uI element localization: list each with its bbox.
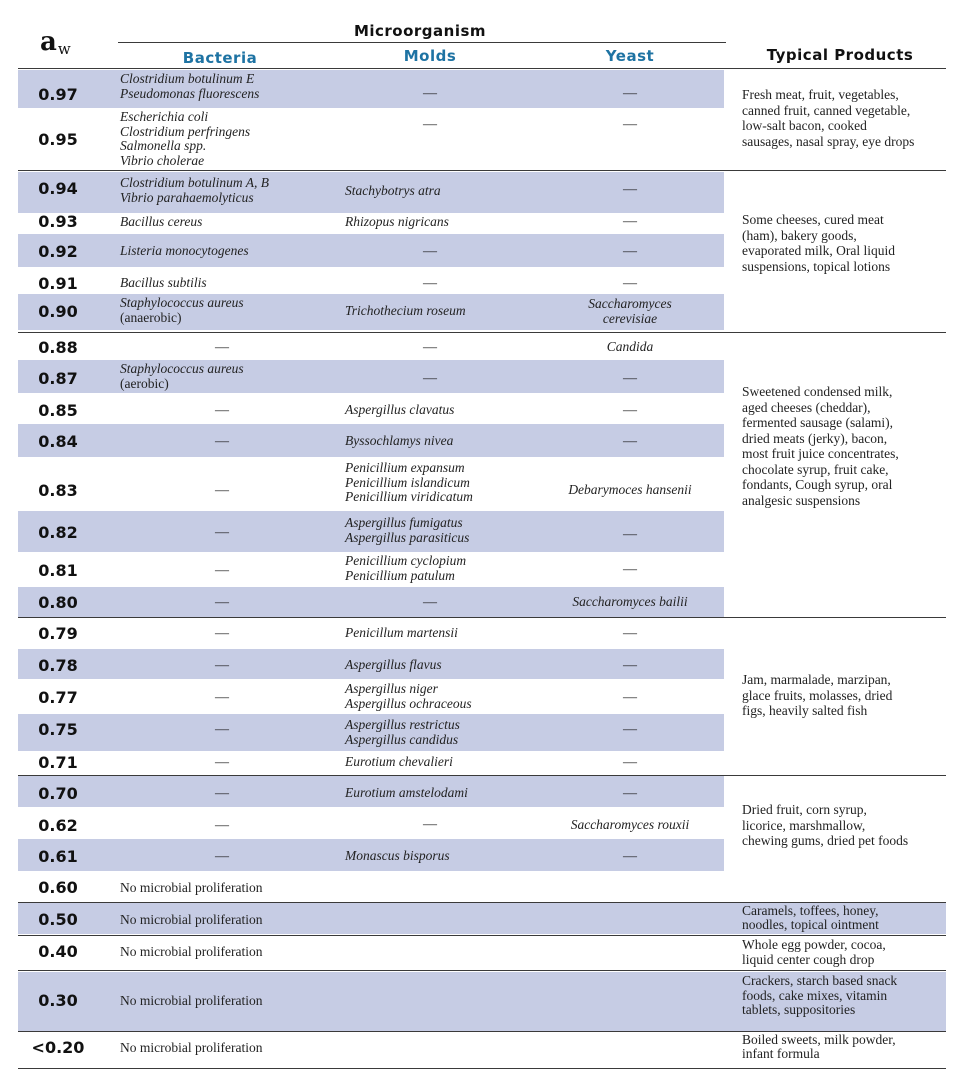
aw-value: 0.97 xyxy=(38,85,78,104)
aw-value: 0.87 xyxy=(38,369,78,388)
empty-dash: — xyxy=(423,117,437,132)
yeast-header: Yeast xyxy=(605,47,655,65)
note-cell: No microbial proliferation xyxy=(120,944,263,959)
aw-value: 0.60 xyxy=(38,878,78,897)
empty-dash: — xyxy=(623,434,637,449)
aw-value: 0.75 xyxy=(38,720,78,739)
aw-value: <0.20 xyxy=(31,1038,85,1057)
group-rule xyxy=(18,935,946,936)
aw-subscript: w xyxy=(57,40,71,58)
bacteria-cell: Clostridium botulinum E Pseudomonas fluorescens xyxy=(120,71,260,101)
yeast-cell: Candida xyxy=(606,339,654,354)
empty-dash: — xyxy=(215,658,229,673)
empty-dash: — xyxy=(215,595,229,610)
empty-dash: — xyxy=(215,722,229,737)
group-underline xyxy=(118,42,726,43)
empty-dash: — xyxy=(423,244,437,259)
empty-dash: — xyxy=(623,371,637,386)
bacteria-cell: Bacillus subtilis xyxy=(120,275,207,290)
products-cell: Fresh meat, fruit, vegetables, canned fruit, canned vegetable, low-salt bacon, cooked sausages, nasal spray, eye drops xyxy=(742,87,915,149)
bacteria-cell: Escherichia coli Clostridium perfringens Salmonella spp. Vibrio cholerae xyxy=(120,109,251,168)
empty-dash: — xyxy=(623,786,637,801)
bacteria-cell: Bacillus cereus xyxy=(120,214,203,229)
bottom-rule xyxy=(18,1068,946,1069)
aw-value: 0.77 xyxy=(38,688,78,707)
aw-value: 0.92 xyxy=(38,242,78,261)
empty-dash: — xyxy=(623,849,637,864)
empty-dash: — xyxy=(623,86,637,101)
empty-dash: — xyxy=(623,244,637,259)
aw-value: 0.93 xyxy=(38,212,78,231)
molds-cell: Aspergillus clavatus xyxy=(345,402,455,417)
group-rule xyxy=(18,775,946,776)
aw-value: 0.85 xyxy=(38,401,78,420)
aw-value: 0.62 xyxy=(38,816,78,835)
group-rule xyxy=(18,617,946,618)
bacteria-cell: Listeria monocytogenes xyxy=(120,243,249,258)
empty-dash: — xyxy=(215,755,229,770)
aw-value: 0.40 xyxy=(38,942,78,961)
empty-dash: — xyxy=(423,371,437,386)
note-cell: No microbial proliferation xyxy=(120,1040,263,1055)
yeast-cell: Saccharomyces rouxii xyxy=(570,817,690,832)
empty-dash: — xyxy=(423,595,437,610)
molds-cell: Rhizopus nigricans xyxy=(345,214,449,229)
empty-dash: — xyxy=(215,690,229,705)
aw-value: 0.79 xyxy=(38,624,78,643)
products-cell: Some cheeses, cured meat (ham), bakery goods, evaporated milk, Oral liquid suspensions, topical lotions xyxy=(742,212,895,274)
aw-symbol: a xyxy=(40,27,57,57)
molds-cell: Monascus bisporus xyxy=(345,848,450,863)
yeast-cell: Debarymoces hansenii xyxy=(568,482,692,497)
empty-dash: — xyxy=(215,818,229,833)
aw-value: 0.80 xyxy=(38,593,78,612)
molds-cell: Byssochlamys nivea xyxy=(345,433,454,448)
aw-value: 0.78 xyxy=(38,656,78,675)
aw-value: 0.90 xyxy=(38,302,78,321)
microorganism-header: Microorganism xyxy=(353,22,487,40)
aw-value: 0.50 xyxy=(38,910,78,929)
molds-cell: Trichothecium roseum xyxy=(345,303,466,318)
aw-value: 0.81 xyxy=(38,561,78,580)
group-rule xyxy=(18,332,946,333)
molds-cell: Aspergillus flavus xyxy=(345,657,442,672)
empty-dash: — xyxy=(623,214,637,229)
aw-value: 0.91 xyxy=(38,274,78,293)
aw-value: 0.94 xyxy=(38,179,78,198)
aw-value: 0.82 xyxy=(38,523,78,542)
header-rule xyxy=(18,68,946,69)
empty-dash: — xyxy=(623,527,637,542)
empty-dash: — xyxy=(623,690,637,705)
bacteria-header: Bacteria xyxy=(182,49,258,67)
products-cell: Crackers, starch based snack foods, cake mixes, vitamin tablets, suppositories xyxy=(742,973,898,1017)
yeast-cell: Saccharomyces bailii xyxy=(572,594,688,609)
molds-cell: Eurotium chevalieri xyxy=(345,754,453,769)
aw-value: 0.95 xyxy=(38,130,78,149)
empty-dash: — xyxy=(623,658,637,673)
empty-dash: — xyxy=(215,525,229,540)
empty-dash: — xyxy=(423,86,437,101)
molds-cell: Aspergillus restrictus Aspergillus candidus xyxy=(345,717,460,747)
aw-value: 0.30 xyxy=(38,991,78,1010)
empty-dash: — xyxy=(215,483,229,498)
products-cell: Whole egg powder, cocoa, liquid center cough drop xyxy=(742,937,886,967)
empty-dash: — xyxy=(215,340,229,355)
molds-cell: Penicillum martensii xyxy=(345,625,458,640)
empty-dash: — xyxy=(215,626,229,641)
empty-dash: — xyxy=(423,340,437,355)
molds-cell: Stachybotrys atra xyxy=(345,183,441,198)
aw-value: 0.88 xyxy=(38,338,78,357)
empty-dash: — xyxy=(623,755,637,770)
group-rule xyxy=(18,970,946,971)
empty-dash: — xyxy=(623,562,637,577)
empty-dash: — xyxy=(623,403,637,418)
molds-cell: Aspergillus fumigatus Aspergillus parasiticus xyxy=(345,515,470,545)
empty-dash: — xyxy=(623,276,637,291)
empty-dash: — xyxy=(623,182,637,197)
products-cell: Sweetened condensed milk, aged cheeses (cheddar), fermented sausage (salami), dried meats (jerky), bacon, most fruit juice concentrates, chocolate syrup, fruit cake, fondants, Cough syrup, oral analgesic suspensions xyxy=(742,384,899,508)
group-rule xyxy=(18,170,946,171)
empty-dash: — xyxy=(215,434,229,449)
products-header: Typical Products xyxy=(766,46,914,64)
bacteria-cell: Staphylococcus aureus (aerobic) xyxy=(120,361,244,391)
aw-header xyxy=(40,28,71,59)
empty-dash: — xyxy=(623,117,637,132)
aw-value: 0.71 xyxy=(38,753,78,772)
molds-header: Molds xyxy=(403,47,457,65)
bacteria-cell: Staphylococcus aureus (anaerobic) xyxy=(120,295,244,325)
products-cell: Caramels, toffees, honey, noodles, topical ointment xyxy=(742,903,879,932)
empty-dash: — xyxy=(215,786,229,801)
aw-value: 0.83 xyxy=(38,481,78,500)
molds-cell: Penicillium expansum Penicillium islandicum Penicillium viridicatum xyxy=(345,460,473,504)
molds-cell: Penicillium cyclopium Penicillium patulum xyxy=(345,553,467,583)
empty-dash: — xyxy=(623,626,637,641)
products-cell: Jam, marmalade, marzipan, glace fruits, molasses, dried figs, heavily salted fish xyxy=(742,672,893,718)
empty-dash: — xyxy=(623,722,637,737)
note-cell: No microbial proliferation xyxy=(120,880,263,895)
yeast-cell: Saccharomyces cerevisiae xyxy=(588,296,672,326)
empty-dash: — xyxy=(423,817,437,832)
empty-dash: — xyxy=(215,849,229,864)
molds-cell: Eurotium amstelodami xyxy=(345,785,468,800)
products-cell: Dried fruit, corn syrup, licorice, marshmallow, chewing gums, dried pet foods xyxy=(742,802,909,848)
note-cell: No microbial proliferation xyxy=(120,993,263,1008)
note-cell: No microbial proliferation xyxy=(120,912,263,927)
empty-dash: — xyxy=(215,563,229,578)
aw-value: 0.84 xyxy=(38,432,78,451)
aw-value: 0.61 xyxy=(38,847,78,866)
bacteria-cell: Clostridium botulinum A, B Vibrio parahaemolyticus xyxy=(120,175,270,205)
empty-dash: — xyxy=(423,276,437,291)
products-cell: Boiled sweets, milk powder, infant formula xyxy=(742,1032,896,1061)
aw-value: 0.70 xyxy=(38,784,78,803)
molds-cell: Aspergillus niger Aspergillus ochraceous xyxy=(345,681,472,711)
empty-dash: — xyxy=(215,403,229,418)
